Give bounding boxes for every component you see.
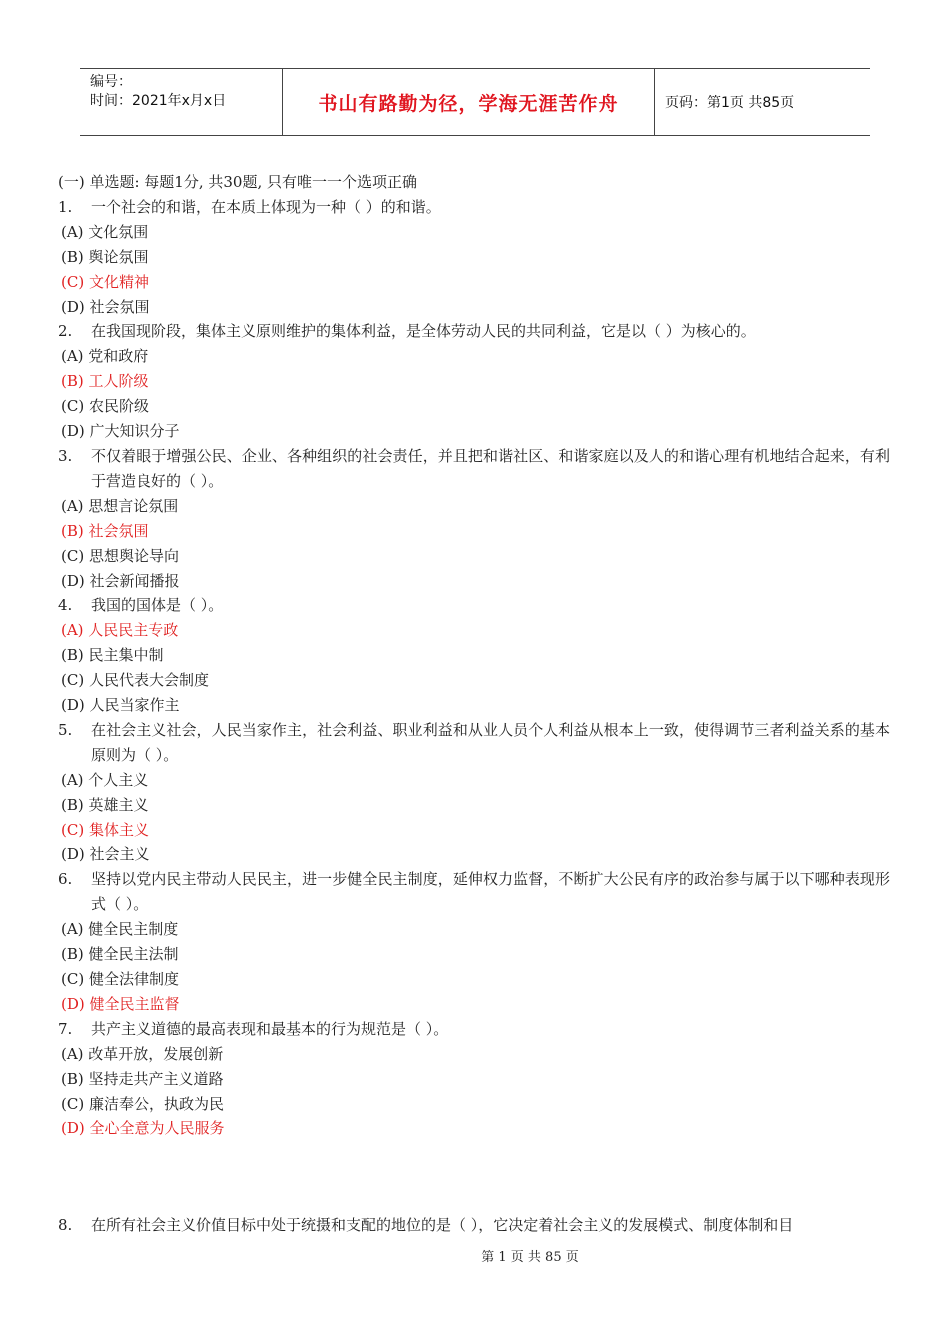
question-text: 在社会主义社会，人民当家作主，社会利益、职业利益和从业人员个人利益从根本上一致，使得调节三者利益关系的基本原则为（ ）。 — [91, 720, 890, 764]
question-text: 不仅着眼于增强公民、企业、各种组织的社会责任，并且把和谐社区、和谐家庭以及人的和谐心理有机地结合起来，有利于营造良好的（ ）。 — [91, 446, 890, 490]
option-correct: (D) 全心全意为人民服务 — [61, 1119, 225, 1138]
option: (B) 民主集中制 — [61, 646, 164, 665]
question-text: 坚持以党内民主带动人民民主，进一步健全民主制度，延伸权力监督，不断扩大公民有序的政治参与属于以下哪种表现形式（ ）。 — [91, 870, 890, 914]
option-correct: (B) 社会氛围 — [61, 521, 149, 540]
question-text: 在我国现阶段，集体主义原则维护的集体利益，是全体劳动人民的共同利益，它是以（ ）为核心的。 — [91, 322, 756, 341]
question-2 — [58, 319, 890, 344]
question-7 — [58, 1017, 890, 1042]
option-correct: (A) 人民民主专政 — [61, 621, 179, 640]
header-date-label: 时间：2021年x月x日 — [90, 93, 227, 109]
question-number: 6. — [58, 870, 73, 889]
option: (C) 思想舆论导向 — [61, 546, 179, 565]
question-3 — [58, 444, 890, 494]
option: (D) 社会新闻播报 — [61, 571, 180, 590]
header-motto: 书山有路勤为径，学海无涯苦作舟 — [318, 92, 619, 115]
question-6 — [58, 867, 890, 917]
option: (C) 人民代表大会制度 — [61, 671, 209, 690]
header-meta — [80, 69, 282, 135]
header-number-label: 编号： — [90, 74, 132, 90]
header-page-cell — [655, 69, 870, 135]
option: (C) 健全法律制度 — [61, 970, 179, 988]
option: (D) 社会氛围 — [61, 297, 150, 316]
section-title: (一) 单选题: 每题1分, 共30题, 只有唯一一个选项正确 — [58, 173, 417, 191]
option: (B) 坚持走共产主义道路 — [61, 1069, 224, 1088]
option-correct: (B) 工人阶级 — [61, 372, 149, 391]
question-number: 3. — [58, 446, 73, 465]
question-number: 4. — [58, 596, 73, 615]
option: (A) 健全民主制度 — [61, 920, 179, 939]
option: (A) 个人主义 — [61, 770, 149, 789]
option-correct: (C) 文化精神 — [61, 272, 149, 291]
question-number: 8. — [58, 1216, 73, 1234]
footer-page-number: 第 1 页 共 85 页 — [481, 1250, 579, 1265]
option: (C) 农民阶级 — [61, 397, 149, 416]
header-motto-cell — [282, 69, 655, 135]
question-5 — [58, 718, 890, 768]
option-correct: (C) 集体主义 — [61, 820, 149, 839]
option: (A) 改革开放，发展创新 — [61, 1044, 224, 1063]
question-number: 1. — [58, 197, 73, 216]
question-number: 5. — [58, 720, 73, 739]
question-text: 共产主义道德的最高表现和最基本的行为规范是（ ）。 — [91, 1019, 449, 1038]
question-text: 一个社会的和谐，在本质上体现为一种（ ）的和谐。 — [91, 197, 441, 216]
option: (B) 健全民主法制 — [61, 945, 179, 964]
question-text: 在所有社会主义价值目标中处于统摄和支配的地位的是（ ），它决定着社会主义的发展模式、制度体制和目 — [91, 1216, 794, 1234]
option: (D) 广大知识分子 — [61, 422, 180, 441]
option: (D) 社会主义 — [61, 845, 150, 864]
question-1 — [58, 195, 890, 220]
option: (B) 舆论氛围 — [61, 247, 149, 266]
option: (A) 党和政府 — [61, 347, 149, 366]
option: (A) 思想言论氛围 — [61, 496, 179, 515]
option: (B) 英雄主义 — [61, 795, 149, 814]
question-number: 2. — [58, 322, 73, 341]
option-correct: (D) 健全民主监督 — [61, 994, 180, 1013]
option: (C) 廉洁奉公，执政为民 — [61, 1094, 224, 1113]
question-list — [58, 170, 890, 1141]
option: (A) 文化氛围 — [61, 222, 149, 241]
question-4 — [58, 593, 890, 618]
header-page-label: 页码：第1页 共85页 — [665, 95, 795, 111]
question-number: 7. — [58, 1019, 73, 1038]
option: (D) 人民当家作主 — [61, 696, 180, 715]
document-header — [80, 68, 870, 136]
page-footer — [0, 1246, 950, 1265]
question-text: 我国的国体是（ ）。 — [91, 596, 224, 615]
question-8 — [58, 1213, 890, 1237]
